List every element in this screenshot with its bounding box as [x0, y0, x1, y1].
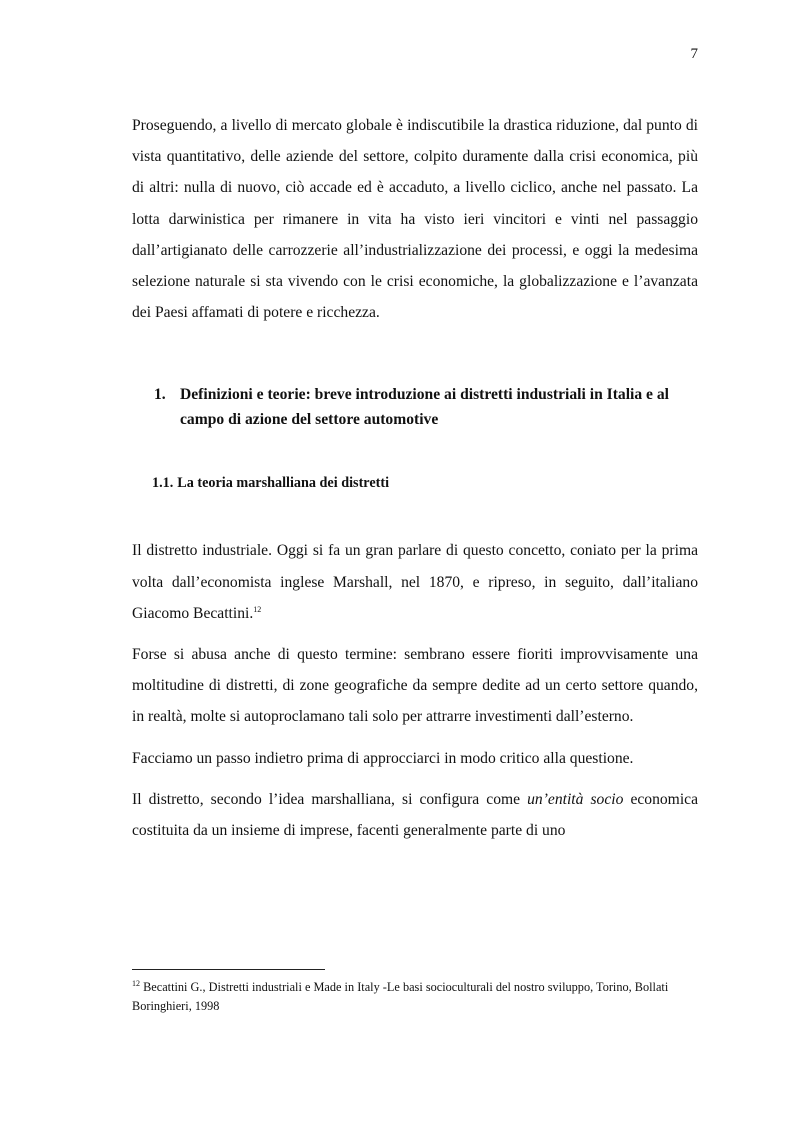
paragraph-distretto-definition: [132, 535, 698, 629]
footnote-text: Becattini G., Distretti industriali e Made in Italy -Le basi socioculturali del nostro sviluppo, Torino, Bollati Boringhieri, 1998: [132, 980, 669, 1013]
footnote-reference: 12: [253, 604, 262, 614]
section-number: 1.: [154, 386, 166, 404]
paragraph-abuse: Forse si abusa anche di questo termine: sembrano essere fioriti improvvisamente una moltitudine di distretti, di zone geografiche da sempre dedite ad un certo settore quando, in realtà, molte si autoproclamano tali solo per attrarre investimenti dall’esterno.: [132, 646, 698, 726]
intro-paragraph: Proseguendo, a livello di mercato globale è indiscutibile la drastica riduzione, dal punto di vista quantitativo, delle aziende del settore, colpito duramente dalla crisi economica, più di altri: nulla di nuovo, ciò accade ed è accaduto, a livello ciclico, anche nel passato. La lotta darwinistica per rimanere in vita ha visto ieri vincitori e vinti nel passaggio dall’artigianato delle carrozzerie all’industrializzazione dei processi, e oggi la medesima selezione naturale si sta vivendo con le crisi economiche, la globalizzazione e l’avanzata dei Paesi affamati di potere e ricchezza.: [132, 117, 698, 322]
footnote: [132, 978, 698, 1016]
paragraph-text: Il distretto industriale. Oggi si fa un gran parlare di questo concetto, coniato per la prima volta dall’economista inglese Marshall, nel 1870, e ripreso, in seguito, dall’italiano Giacomo Becattini.: [132, 542, 698, 622]
paragraph-step-back: Facciamo un passo indietro prima di approcciarci in modo critico alla questione.: [132, 749, 634, 767]
paragraph-text-start: Il distretto, secondo l’idea marshalliana, si configura come: [132, 790, 528, 808]
section-title: Definizioni e teorie: breve introduzione ai distretti industriali in Italia e al campo di azione del settore automotive: [180, 386, 670, 429]
footnote-number: 12: [132, 978, 140, 988]
paragraph-text-end: economica costituita da un insieme di imprese, facenti generalmente parte di uno: [132, 790, 698, 840]
footnote-divider: [132, 969, 325, 970]
page-body: [132, 110, 698, 846]
subsection-number: 1.1.: [152, 475, 174, 492]
italic-phrase: un’entità socio: [527, 790, 624, 808]
subsection-heading: [132, 473, 698, 493]
paragraph-marshallian-idea: [132, 784, 698, 846]
page-number: 7: [690, 46, 698, 62]
section-heading: [132, 382, 698, 432]
subsection-title: La teoria marshalliana dei distretti: [177, 475, 390, 492]
